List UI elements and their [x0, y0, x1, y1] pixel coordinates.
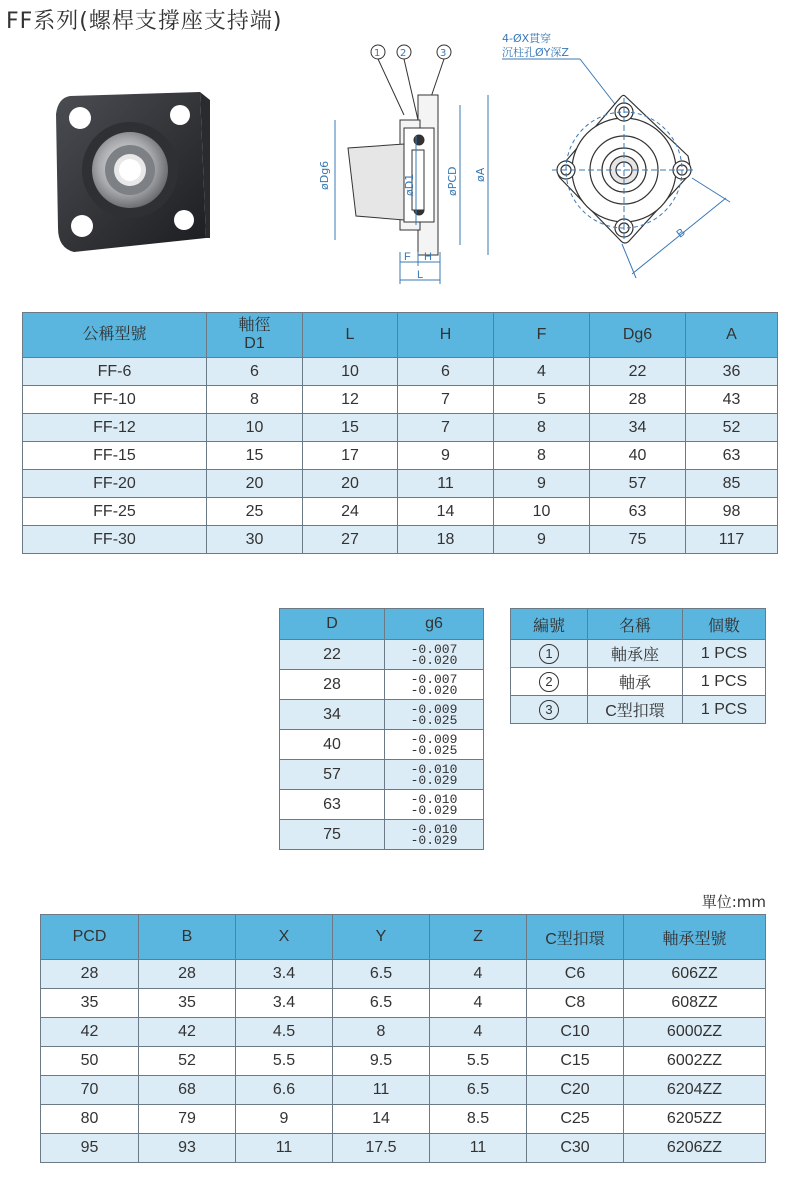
cell: 4	[430, 1018, 527, 1047]
cell: 1 PCS	[683, 640, 766, 668]
cell: 15	[303, 414, 398, 442]
table-row	[511, 696, 766, 724]
table-row	[23, 442, 778, 470]
cell: 6	[398, 358, 494, 386]
cell: 93	[139, 1134, 236, 1163]
cell	[511, 696, 588, 724]
cell: 27	[303, 526, 398, 554]
table-header-row	[41, 915, 766, 960]
cell: 98	[686, 498, 778, 526]
col-header-name: 名稱	[588, 609, 683, 640]
cell: 8	[207, 386, 303, 414]
parts-table	[510, 608, 766, 724]
cell: 5	[494, 386, 590, 414]
part-number-badge: 2	[539, 672, 559, 692]
hole-note-line1: 4-ØX貫穿	[502, 32, 552, 45]
tolerance-cell: -0.007 -0.020	[385, 670, 484, 700]
cell: 25	[207, 498, 303, 526]
cell: 28	[280, 670, 385, 700]
hole-note-line2: 沉柱孔ØY深Z	[502, 46, 569, 59]
cell: 35	[41, 989, 139, 1018]
cell: 42	[139, 1018, 236, 1047]
cell: C25	[527, 1105, 624, 1134]
pcd-table	[40, 914, 766, 1163]
tolerance-cell: -0.007 -0.020	[385, 640, 484, 670]
table-row	[280, 760, 484, 790]
table-header-row	[23, 313, 778, 358]
product-photo	[50, 88, 210, 260]
col-header-pcd: PCD	[41, 915, 139, 960]
cell: 軸承	[588, 668, 683, 696]
cell: 50	[41, 1047, 139, 1076]
cell: 34	[280, 700, 385, 730]
cell: 606ZZ	[624, 960, 766, 989]
cell: 6	[207, 358, 303, 386]
col-header-dg6: Dg6	[590, 313, 686, 358]
cell: 52	[139, 1047, 236, 1076]
cell: 4	[494, 358, 590, 386]
cell: 28	[41, 960, 139, 989]
cell: 24	[303, 498, 398, 526]
dim-h: H	[424, 251, 432, 263]
cell: 79	[139, 1105, 236, 1134]
cell: 35	[139, 989, 236, 1018]
cell: 5.5	[236, 1047, 333, 1076]
table-row	[280, 700, 484, 730]
tolerance-cell: -0.009 -0.025	[385, 700, 484, 730]
cell: FF-25	[23, 498, 207, 526]
cell: 10	[207, 414, 303, 442]
front-view-drawing	[500, 28, 750, 290]
dim-b: B	[674, 226, 688, 241]
cell: 9	[494, 526, 590, 554]
callout-3: 3	[440, 48, 447, 59]
cell: C10	[527, 1018, 624, 1047]
table-row	[41, 989, 766, 1018]
cell: 6.5	[430, 1076, 527, 1105]
cell: 10	[303, 358, 398, 386]
cell: FF-30	[23, 526, 207, 554]
table-row	[280, 670, 484, 700]
col-header-h: H	[398, 313, 494, 358]
cell: 40	[590, 442, 686, 470]
table-row	[280, 730, 484, 760]
col-header-a: A	[686, 313, 778, 358]
cell: FF-20	[23, 470, 207, 498]
cell: 8	[333, 1018, 430, 1047]
table-row	[23, 526, 778, 554]
cell: 85	[686, 470, 778, 498]
cell: 17.5	[333, 1134, 430, 1163]
cell: 9	[398, 442, 494, 470]
table-header-row	[511, 609, 766, 640]
cell: 40	[280, 730, 385, 760]
table-row	[23, 386, 778, 414]
col-header-d1: 軸徑 D1	[207, 313, 303, 358]
cell	[511, 640, 588, 668]
cell: 11	[398, 470, 494, 498]
cell: C20	[527, 1076, 624, 1105]
cell: 4	[430, 960, 527, 989]
cell: 14	[333, 1105, 430, 1134]
table-row	[280, 790, 484, 820]
cell: 9	[494, 470, 590, 498]
cell: 6.5	[333, 989, 430, 1018]
cell: 7	[398, 386, 494, 414]
cell: 8.5	[430, 1105, 527, 1134]
cell: 4.5	[236, 1018, 333, 1047]
col-header-qty: 個數	[683, 609, 766, 640]
table-row	[280, 640, 484, 670]
tolerance-table	[279, 608, 484, 850]
cell: 6206ZZ	[624, 1134, 766, 1163]
cell: 6000ZZ	[624, 1018, 766, 1047]
cell: 70	[41, 1076, 139, 1105]
cell: 7	[398, 414, 494, 442]
main-dimension-table	[22, 312, 778, 554]
cell: 4	[430, 989, 527, 1018]
tolerance-cell: -0.009 -0.025	[385, 730, 484, 760]
table-row	[511, 668, 766, 696]
page-title: FF系列(螺桿支撐座支持端)	[6, 9, 283, 34]
col-header-b: B	[139, 915, 236, 960]
cell: 15	[207, 442, 303, 470]
col-header-l: L	[303, 313, 398, 358]
cell: 軸承座	[588, 640, 683, 668]
cell: 1 PCS	[683, 696, 766, 724]
cell: 28	[590, 386, 686, 414]
dim-dg6: øDg6	[318, 160, 331, 190]
table-row	[23, 498, 778, 526]
cell: 9	[236, 1105, 333, 1134]
cell: 6205ZZ	[624, 1105, 766, 1134]
col-header-y: Y	[333, 915, 430, 960]
table-header-row	[280, 609, 484, 640]
cell: 22	[590, 358, 686, 386]
cell: 20	[207, 470, 303, 498]
cell: 10	[494, 498, 590, 526]
cell	[511, 668, 588, 696]
cell: 1 PCS	[683, 668, 766, 696]
side-section-drawing	[300, 40, 510, 290]
cell: 75	[590, 526, 686, 554]
cell: 43	[686, 386, 778, 414]
part-number-badge: 3	[539, 700, 559, 720]
cell: 22	[280, 640, 385, 670]
cell: 6.6	[236, 1076, 333, 1105]
col-header-model: 公稱型號	[23, 313, 207, 358]
col-header-g6: g6	[385, 609, 484, 640]
table-row	[41, 1134, 766, 1163]
cell: FF-12	[23, 414, 207, 442]
cell: 52	[686, 414, 778, 442]
col-header-x: X	[236, 915, 333, 960]
cell: 63	[590, 498, 686, 526]
cell: C型扣環	[588, 696, 683, 724]
cell: 42	[41, 1018, 139, 1047]
table-row	[41, 1105, 766, 1134]
table-row	[23, 358, 778, 386]
table-row	[41, 1076, 766, 1105]
unit-label: 單位:mm	[701, 893, 766, 911]
cell: 17	[303, 442, 398, 470]
cell: FF-6	[23, 358, 207, 386]
col-header-number: 編號	[511, 609, 588, 640]
col-header-f: F	[494, 313, 590, 358]
cell: 11	[236, 1134, 333, 1163]
table-row	[23, 414, 778, 442]
cell: 8	[494, 414, 590, 442]
cell: 75	[280, 820, 385, 850]
cell: C8	[527, 989, 624, 1018]
cell: 6002ZZ	[624, 1047, 766, 1076]
dim-l: L	[417, 269, 424, 281]
cell: 608ZZ	[624, 989, 766, 1018]
cell: 6204ZZ	[624, 1076, 766, 1105]
table-row	[41, 960, 766, 989]
cell: FF-10	[23, 386, 207, 414]
dim-f: F	[404, 251, 411, 263]
cell: 11	[430, 1134, 527, 1163]
cell: 6.5	[333, 960, 430, 989]
tolerance-cell: -0.010 -0.029	[385, 790, 484, 820]
cell: C15	[527, 1047, 624, 1076]
table-row	[23, 470, 778, 498]
table-row	[280, 820, 484, 850]
cell: 63	[280, 790, 385, 820]
cell: 57	[280, 760, 385, 790]
cell: 18	[398, 526, 494, 554]
cell: 36	[686, 358, 778, 386]
col-header-bearing: 軸承型號	[624, 915, 766, 960]
table-row	[41, 1018, 766, 1047]
dim-a: øA	[474, 167, 487, 182]
cell: C6	[527, 960, 624, 989]
tolerance-cell: -0.010 -0.029	[385, 820, 484, 850]
cell: FF-15	[23, 442, 207, 470]
col-header-z: Z	[430, 915, 527, 960]
cell: 8	[494, 442, 590, 470]
cell: 30	[207, 526, 303, 554]
cell: 3.4	[236, 989, 333, 1018]
cell: 95	[41, 1134, 139, 1163]
col-header-d: D	[280, 609, 385, 640]
cell: 20	[303, 470, 398, 498]
cell: 14	[398, 498, 494, 526]
dim-pcd: øPCD	[446, 166, 459, 196]
cell: 57	[590, 470, 686, 498]
col-header-circlip: C型扣環	[527, 915, 624, 960]
dim-d1: øD1	[403, 173, 416, 196]
cell: 11	[333, 1076, 430, 1105]
cell: 34	[590, 414, 686, 442]
cell: 3.4	[236, 960, 333, 989]
cell: 12	[303, 386, 398, 414]
cell: 68	[139, 1076, 236, 1105]
cell: 117	[686, 526, 778, 554]
cell: C30	[527, 1134, 624, 1163]
table-row	[511, 640, 766, 668]
cell: 28	[139, 960, 236, 989]
cell: 80	[41, 1105, 139, 1134]
table-row	[41, 1047, 766, 1076]
cell: 63	[686, 442, 778, 470]
tolerance-cell: -0.010 -0.029	[385, 760, 484, 790]
callout-1: 1	[374, 48, 381, 59]
cell: 9.5	[333, 1047, 430, 1076]
callout-2: 2	[400, 48, 407, 59]
part-number-badge: 1	[539, 644, 559, 664]
cell: 5.5	[430, 1047, 527, 1076]
